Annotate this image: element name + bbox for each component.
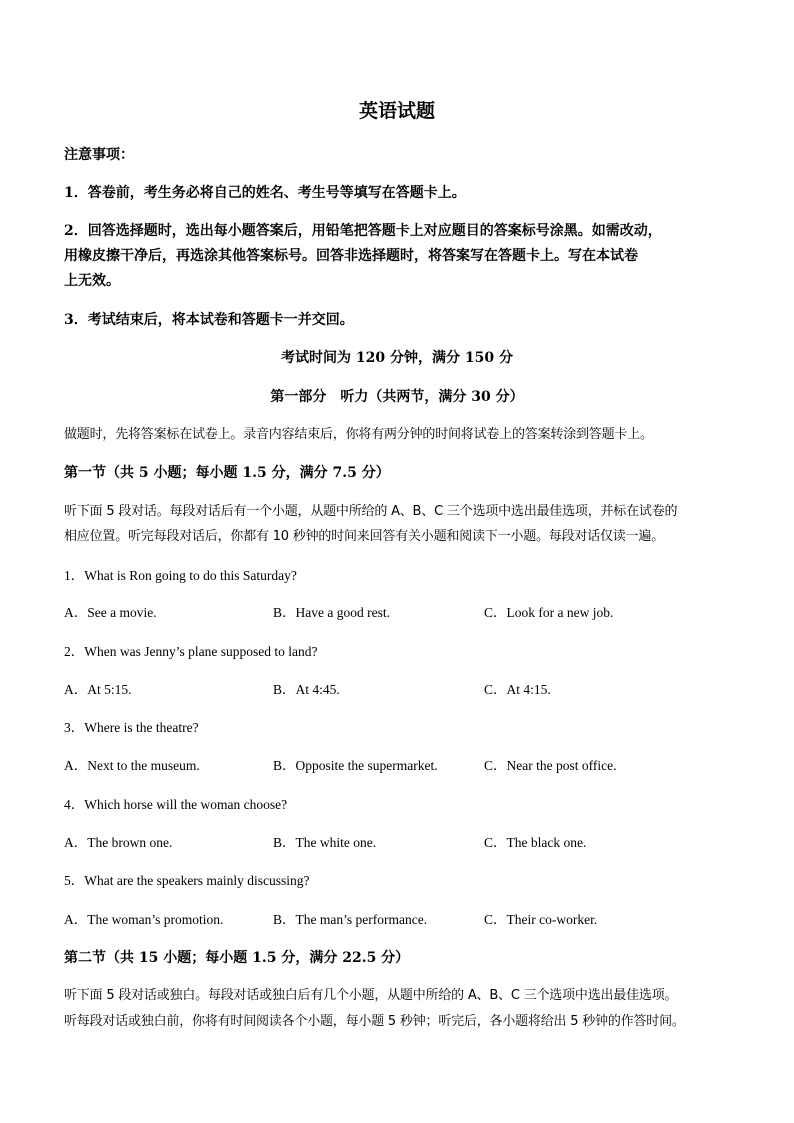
question-stem: 1．What is Ron going to do this Saturday? <box>64 568 297 583</box>
section1-instruction-line-1: 听下面 5 段对话。每段对话后有一个小题，从题中所给的 A、B、C 三个选项中选出最佳选项，并标在试卷的 <box>64 504 678 519</box>
notice-item-2-line-3: 上无效。 <box>64 273 120 289</box>
question-stem: 2．When was Jenny’s plane supposed to land? <box>64 644 318 659</box>
question-stem: 5．What are the speakers mainly discussing? <box>64 873 310 888</box>
notice-item-3: 3．考试结束后，将本试卷和答题卡一并交回。 <box>64 312 354 328</box>
option-b: B．At 4:45. <box>273 682 340 697</box>
section2-instruction-line-1: 听下面 5 段对话或独白。每段对话或独白后有几个小题，从题中所给的 A、B、C 三个选项中选出最佳选项。 <box>64 988 678 1003</box>
option-c: C．The black one. <box>484 835 587 850</box>
exam-info: 考试时间为 120 分钟，满分 150 分 <box>281 350 513 366</box>
option-a: A．The woman’s promotion. <box>64 912 224 927</box>
option-a: A．At 5:15. <box>64 682 132 697</box>
option-c: C．Near the post office. <box>484 758 617 773</box>
notice-item-2-line-2: 用橡皮擦干净后，再选涂其他答案标号。回答非选择题时，将答案写在答题卡上。写在本试卷 <box>64 248 638 264</box>
page-title: 英语试题 <box>358 100 435 122</box>
section2-heading: 第二节（共 15 小题；每小题 1.5 分，满分 22.5 分） <box>64 950 410 966</box>
option-b: B．The white one. <box>273 835 377 850</box>
option-b: B．Have a good rest. <box>273 605 390 620</box>
option-b: B．The man’s performance. <box>273 912 428 927</box>
notice-item-2-line-1: 2．回答选择题时，选出每小题答案后，用铅笔把答题卡上对应题目的答案标号涂黑。如需改动， <box>64 223 662 239</box>
option-c: C．Their co-worker. <box>484 912 598 927</box>
question-stem: 3．Where is the theatre? <box>64 720 199 735</box>
option-b: B．Opposite the supermarket. <box>273 758 438 773</box>
notice-heading: 注意事项： <box>64 147 134 163</box>
part1-instruction: 做题时，先将答案标在试卷上。录音内容结束后，你将有两分钟的时间将试卷上的答案转涂到答题卡上。 <box>64 427 653 442</box>
notice-item-1: 1．答卷前，考生务必将自己的姓名、考生号等填写在答题卡上。 <box>64 185 466 201</box>
part1-heading: 第一部分 听力（共两节，满分 30 分） <box>270 389 524 405</box>
option-c: C．At 4:15. <box>484 682 551 697</box>
option-a: A．Next to the museum. <box>64 758 200 773</box>
option-a: A．See a movie. <box>64 605 157 620</box>
option-a: A．The brown one. <box>64 835 173 850</box>
section2-instruction-line-2: 听每段对话或独白前，你将有时间阅读各个小题，每小题 5 秒钟；听完后，各小题将给出 5 秒钟的作答时间。 <box>64 1014 685 1029</box>
question-stem: 4．Which horse will the woman choose? <box>64 797 288 812</box>
section1-heading: 第一节（共 5 小题；每小题 1.5 分，满分 7.5 分） <box>64 465 390 481</box>
section1-instruction-line-2: 相应位置。听完每段对话后，你都有 10 秒钟的时间来回答有关小题和阅读下一小题。每段对话仅读一遍。 <box>64 529 665 544</box>
option-c: C．Look for a new job. <box>484 605 614 620</box>
